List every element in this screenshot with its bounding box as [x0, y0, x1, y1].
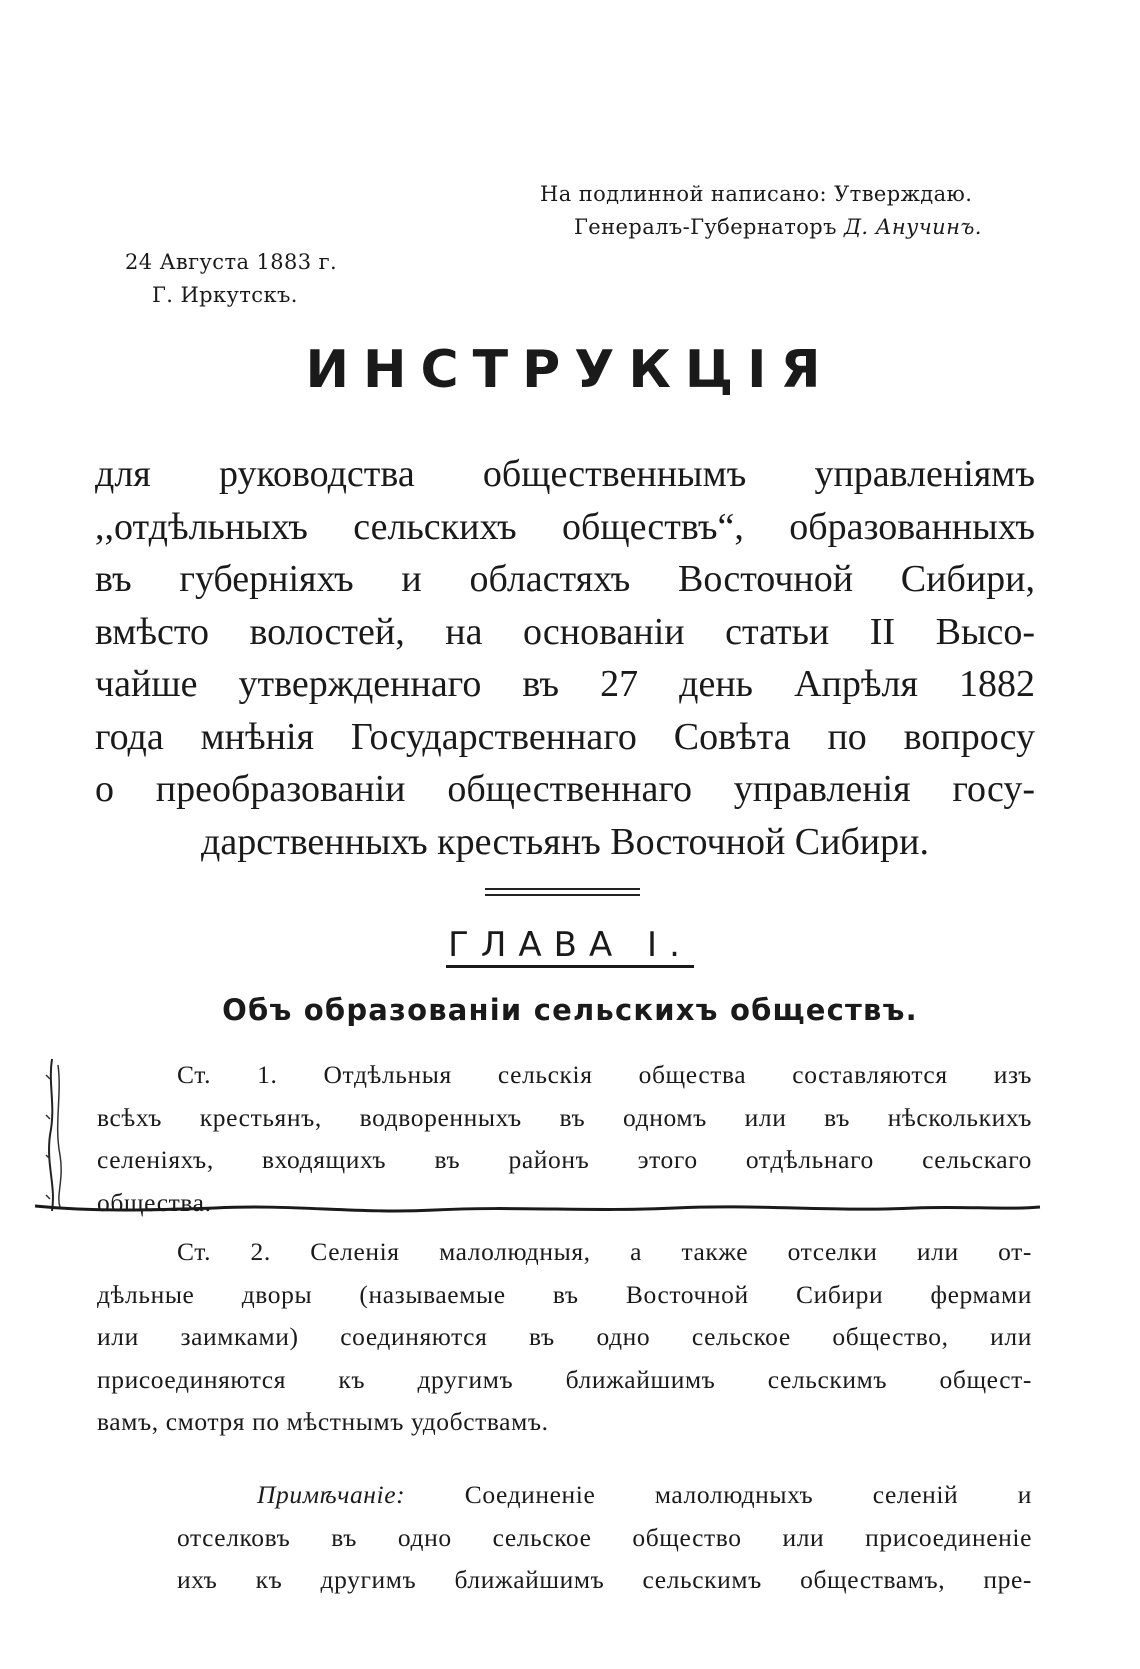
subtitle-line: чайше утвержденнаго въ 27 день Апрѣля 1882 [95, 663, 1035, 705]
approval-line-1: На подлинной написано: Утверждаю. [540, 182, 973, 206]
subtitle-line: для руководства общественнымъ управленіямъ [95, 453, 1035, 495]
article-line: общества. [97, 1187, 212, 1217]
approval-signature: Д. Анучинъ. [843, 215, 982, 239]
date-place [125, 246, 337, 312]
subtitle-line: о преобразованіи общественнаго управленія госу- [95, 768, 1035, 810]
approval-title: Генералъ-Губернаторъ [574, 215, 837, 239]
document-date: 24 Августа 1883 г. [125, 250, 338, 274]
divider-rule [485, 894, 640, 896]
article-line: всѣхъ крестьянъ, водворенныхъ въ одномъ или въ нѣсколькихъ [97, 1102, 1032, 1132]
article-line: или заимками) соединяются въ одно сельское общество, или [97, 1322, 1032, 1351]
note-line: ихъ къ другимъ ближайшимъ сельскимъ обществамъ, пре- [177, 1565, 1032, 1594]
margin-scribble-icon [38, 1055, 78, 1215]
article-2 [97, 1231, 1032, 1444]
approval-note [540, 178, 982, 244]
article-note [97, 1474, 1032, 1602]
subtitle-line: ,,отдѣльныхъ сельскихъ обществъ“, образованныхъ [95, 505, 1035, 548]
document-place: Г. Иркутскъ. [152, 283, 298, 307]
subtitle-line: года мнѣнія Государственнаго Совѣта по вопросу [95, 715, 1035, 758]
article-1 [97, 1054, 1032, 1224]
subtitle-paragraph [95, 448, 1035, 868]
note-line: отселковъ въ одно сельское общество или присоединеніе [177, 1522, 1032, 1552]
page-title: ИНСТРУКЦІЯ [305, 340, 835, 400]
article-line: вамъ, смотря по мѣстнымъ удобствамъ. [97, 1407, 549, 1436]
article-line: селеніяхъ, входящихъ въ районъ этого отдѣльнаго сельскаго [97, 1145, 1032, 1174]
chapter-heading [0, 924, 1140, 968]
note-line-1-text: Соединеніе малолюдныхъ селеній и [464, 1480, 1032, 1509]
article-line: присоединяются къ другимъ ближайшимъ сельскимъ общест- [97, 1364, 1032, 1394]
subtitle-line: дарственныхъ крестьянъ Восточной Сибири. [201, 820, 929, 863]
article-line: Ст. 1. Отдѣльныя сельскія общества составляются изъ [177, 1060, 1032, 1089]
approval-line-2 [540, 211, 982, 244]
divider-rule [485, 888, 640, 890]
article-line: Ст. 2. Селенія малолюдныя, а также отселки или от- [177, 1237, 1032, 1266]
note-line [97, 1474, 1032, 1517]
chapter-heading-text: ГЛАВА I. [446, 924, 694, 968]
subtitle-line: въ губерніяхъ и областяхъ Восточной Сибири, [95, 558, 1035, 600]
section-heading: Объ образованіи сельскихъ обществъ. [222, 993, 918, 1027]
article-line: дѣльные дворы (называемые въ Восточной Сибири фермами [97, 1279, 1032, 1309]
note-label: Примѣчаніе: [257, 1480, 406, 1509]
subtitle-line: вмѣсто волостей, на основаніи статьи II Высо- [95, 610, 1035, 653]
